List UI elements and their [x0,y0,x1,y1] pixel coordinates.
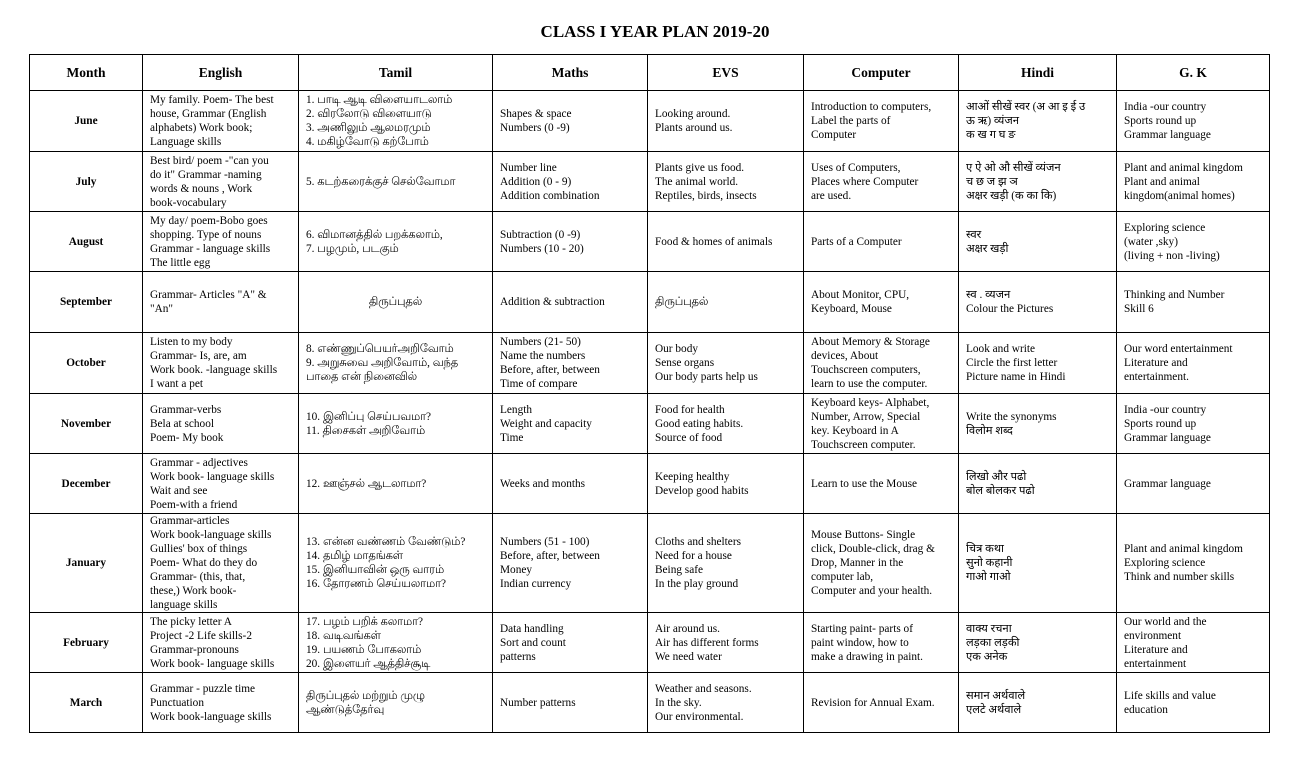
evs-line: Develop good habits [655,484,749,497]
tamil-cell [299,272,493,333]
maths-line: Indian currency [500,578,572,590]
gk-line: India -our country [1124,403,1207,416]
english-line: Best bird/ poem -"can you [150,154,269,167]
hindi-line: एक अनेक [966,650,1008,663]
month-cell: September [30,272,143,333]
gk-line: entertainment [1124,657,1187,670]
year-plan-table [29,54,1270,733]
evs-line: Our environmental. [655,710,744,723]
computer-line: make a drawing in paint. [811,650,923,663]
maths-cell [493,454,648,514]
table-row [30,673,1270,733]
gk-line: (living + non -living) [1124,249,1220,262]
tamil-cell [299,152,493,212]
tamil-line: பாதை என் நினைவில் [306,371,418,383]
gk-line: education [1124,703,1168,716]
hindi-line: विलोम शब्द [966,424,1013,437]
tamil-line: 9. அறுசுவை அறிவோம், வந்த [306,357,459,369]
tamil-line: 13. என்ன வண்ணம் வேண்டும்? [306,536,466,548]
tamil-line: 17. பழம் பறிக் கலாமா? [306,615,424,628]
month-cell: January [30,514,143,613]
gk-line: Exploring science [1124,221,1206,234]
computer-line: Mouse Buttons- Single [811,529,916,541]
evs-cell [648,91,804,152]
gk-line: Sports round up [1124,417,1197,430]
english-line: The picky letter A [150,615,232,628]
evs-cell [648,394,804,454]
computer-line: Touchscreen computer. [811,438,916,451]
gk-line: Literature and [1124,643,1188,656]
tamil-cell [299,613,493,673]
table-row [30,454,1270,514]
english-line: Wait and see [150,484,208,497]
tamil-cell [299,673,493,733]
gk-line: Plant and animal [1124,175,1200,188]
english-line: house, Grammar (English [150,108,267,120]
header-computer: Computer [804,55,959,91]
evs-line: Food for health [655,403,725,416]
maths-line: Number line [500,161,557,174]
english-line: these,) Work book- [150,585,237,597]
english-cell [143,272,299,333]
english-line: Bela at school [150,417,214,430]
hindi-line: Circle the first letter [966,357,1058,369]
maths-cell [493,333,648,394]
gk-line: Life skills and value [1124,689,1216,702]
english-line: Grammar-verbs [150,403,222,416]
hindi-line: स्व . व्यजन [966,289,1011,301]
month-cell: November [30,394,143,454]
maths-line: Weeks and months [500,477,586,490]
gk-line: India -our country [1124,101,1207,113]
computer-line: Revision for Annual Exam. [811,696,935,709]
gk-cell [1117,91,1270,152]
english-line: Grammar - language skills [150,242,271,255]
month-cell: August [30,212,143,272]
maths-line: Addition & subtraction [500,296,605,308]
maths-line: Before, after, between [500,364,600,376]
hindi-line: चित्र कथा [966,543,1004,555]
hindi-line: बोल बोलकर पढो [966,484,1035,497]
english-cell [143,212,299,272]
english-line: Work book- language skills [150,470,275,483]
gk-cell [1117,454,1270,514]
evs-line: திருப்புதல் [655,296,709,308]
computer-cell [804,91,959,152]
month-cell: February [30,613,143,673]
evs-line: Cloths and shelters [655,536,741,548]
plan-body [30,91,1270,733]
gk-cell [1117,673,1270,733]
gk-cell [1117,613,1270,673]
computer-cell [804,454,959,514]
maths-line: Subtraction (0 -9) [500,228,581,241]
computer-line: Parts of a Computer [811,235,902,248]
computer-cell [804,272,959,333]
computer-line: Learn to use the Mouse [811,477,918,490]
gk-line: Our world and the [1124,615,1207,628]
tamil-line: 3. அணிலும் ஆலமரமும் [306,122,431,134]
maths-line: Number patterns [500,696,576,709]
tamil-line: திருப்புதல் மற்றும் முழு [306,689,425,702]
header-tamil: Tamil [299,55,493,91]
gk-line: environment [1124,629,1182,642]
english-cell [143,91,299,152]
maths-line: Length [500,403,532,416]
hindi-line: अक्षर खड़ी (क का कि) [966,189,1057,202]
english-cell [143,333,299,394]
english-line: Gullies' box of things [150,543,248,555]
computer-line: learn to use the computer. [811,378,928,390]
maths-line: Time [500,431,524,444]
evs-cell [648,514,804,613]
tamil-line: 20. இளையர் ஆத்திச்சூடி [306,657,431,670]
page-title: CLASS I YEAR PLAN 2019-20 [540,22,770,41]
computer-cell [804,673,959,733]
hindi-cell [959,454,1117,514]
english-line: Grammar-pronouns [150,643,239,656]
maths-cell [493,152,648,212]
hindi-cell [959,152,1117,212]
hindi-line: गाओ गाओ [966,571,1011,583]
english-cell [143,613,299,673]
hindi-cell [959,272,1117,333]
computer-line: Places where Computer [811,175,919,188]
tamil-cell [299,394,493,454]
english-line: Work book- language skills [150,657,275,670]
evs-line: Weather and seasons. [655,682,752,695]
tamil-cell [299,91,493,152]
evs-cell [648,212,804,272]
english-line: My family. Poem- The best [150,94,274,106]
maths-line: Weight and capacity [500,417,592,430]
computer-line: Starting paint- parts of [811,622,913,635]
gk-cell [1117,212,1270,272]
english-cell [143,394,299,454]
tamil-line: 7. பழமும், படகும் [306,242,399,255]
computer-cell [804,514,959,613]
english-line: Grammar - adjectives [150,456,248,469]
evs-line: Need for a house [655,550,732,562]
table-row [30,272,1270,333]
computer-cell [804,333,959,394]
table-row [30,152,1270,212]
computer-line: Touchscreen computers, [811,364,921,376]
evs-line: Sense organs [655,357,715,369]
maths-cell [493,394,648,454]
computer-line: Computer [811,129,857,141]
table-row [30,91,1270,152]
evs-cell [648,152,804,212]
hindi-line: आओं सीखें स्वर (अ आ इ ई उ [966,101,1086,113]
tamil-line: 14. தமிழ் மாதங்கள் [306,550,404,562]
maths-line: patterns [500,650,536,663]
english-line: My day/ poem-Bobo goes [150,214,268,227]
evs-line: In the play ground [655,578,739,590]
tamil-line: 15. இனியாவின் ஒரு வாரம் [306,564,445,576]
maths-cell [493,212,648,272]
hindi-line: क ख ग घ ङ [966,129,1016,141]
evs-line: Our body parts help us [655,371,758,383]
tamil-line: 8. எண்ணுப்பெயர்அறிவோம் [306,343,454,355]
computer-line: About Monitor, CPU, [811,289,910,301]
month-cell: July [30,152,143,212]
gk-cell [1117,272,1270,333]
computer-line: key. Keyboard in A [811,424,899,437]
hindi-line: ए ऐ ओ औ सीखें व्यंजन [966,161,1061,174]
hindi-cell [959,394,1117,454]
evs-line: Good eating habits. [655,417,744,430]
maths-cell [493,514,648,613]
evs-line: Reptiles, birds, insects [655,189,757,202]
gk-line: Sports round up [1124,115,1197,127]
tamil-line: 2. விரலோடு விளையாடு [306,108,432,120]
tamil-line: 6. விமானத்தில் பறக்கலாம், [306,228,443,241]
hindi-cell [959,613,1117,673]
maths-line: Money [500,564,533,576]
english-line: Grammar- (this, that, [150,571,246,583]
header-evs: EVS [648,55,804,91]
month-cell: March [30,673,143,733]
computer-line: Keyboard, Mouse [811,303,892,315]
evs-line: Plants around us. [655,122,733,134]
computer-cell [804,613,959,673]
maths-cell [493,272,648,333]
header-gk: G. K [1117,55,1270,91]
gk-line: Grammar language [1124,477,1211,490]
hindi-line: वाक्य रचना [966,622,1012,635]
english-line: Work book-language skills [150,529,272,541]
tamil-line: 19. பயணம் போகலாம் [306,643,422,656]
english-line: Grammar- Is, are, am [150,350,247,362]
english-line: Poem- My book [150,431,224,444]
computer-line: Label the parts of [811,115,891,127]
header-month: Month [30,55,143,91]
evs-line: The animal world. [655,175,739,188]
header-maths: Maths [493,55,648,91]
hindi-line: समान अर्थवाले [966,689,1026,702]
gk-cell [1117,514,1270,613]
tamil-cell [299,333,493,394]
hindi-line: Picture name in Hindi [966,371,1066,383]
table-row [30,212,1270,272]
tamil-line: 4. மகிழ்வோடு கற்போம் [306,136,429,148]
english-line: Work book. -language skills [150,364,278,376]
computer-cell [804,212,959,272]
english-line: shopping. Type of nouns [150,228,262,241]
computer-line: are used. [811,189,852,202]
hindi-cell [959,673,1117,733]
gk-line: Grammar language [1124,431,1211,444]
evs-line: Our body [655,343,698,355]
computer-line: devices, About [811,350,879,362]
hindi-line: Write the synonyms [966,410,1057,423]
gk-cell [1117,152,1270,212]
computer-line: Number, Arrow, Special [811,410,921,423]
hindi-line: सुनो कहानी [966,557,1013,569]
maths-cell [493,613,648,673]
hindi-line: अक्षर खड़ी [966,242,1009,255]
computer-line: computer lab, [811,571,874,583]
table-row [30,514,1270,613]
computer-line: Computer and your health. [811,585,933,597]
hindi-line: एलटे अर्थवाले [966,703,1022,716]
computer-cell [804,152,959,212]
gk-line: Grammar language [1124,129,1211,141]
evs-cell [648,454,804,514]
evs-cell [648,673,804,733]
maths-line: Time of compare [500,378,578,390]
english-cell [143,454,299,514]
gk-line: Our word entertainment [1124,343,1233,355]
tamil-cell [299,212,493,272]
header-hindi: Hindi [959,55,1117,91]
english-line: I want a pet [150,378,204,390]
english-line: Grammar-articles [150,515,230,527]
english-line: Project -2 Life skills-2 [150,629,252,642]
evs-line: Air around us. [655,622,720,635]
hindi-line: लड़का लड़की [966,636,1020,649]
maths-line: Before, after, between [500,550,600,562]
english-line: language skills [150,599,218,611]
header-english: English [143,55,299,91]
computer-line: Drop, Manner in the [811,557,904,569]
gk-line: kingdom(animal homes) [1124,189,1235,202]
table-row [30,394,1270,454]
tamil-line: 5. கடற்கரைக்குச் செல்வோமா [306,175,456,188]
english-line: book-vocabulary [150,196,227,209]
hindi-cell [959,333,1117,394]
maths-line: Sort and count [500,636,566,649]
gk-line: entertainment. [1124,371,1189,383]
english-cell [143,673,299,733]
hindi-line: Colour the Pictures [966,303,1054,315]
english-line: Punctuation [150,696,204,709]
english-line: words & nouns , Work [150,182,253,195]
evs-line: Keeping healthy [655,470,730,483]
gk-line: Think and number skills [1124,571,1235,583]
english-line: Poem-with a friend [150,498,238,511]
maths-cell [493,673,648,733]
header-row [30,55,1270,91]
tamil-cell [299,514,493,613]
hindi-line: Look and write [966,343,1036,355]
english-line: Grammar - puzzle time [150,682,256,695]
maths-line: Numbers (0 -9) [500,122,570,134]
english-line: Work book-language skills [150,710,272,723]
gk-line: Thinking and Number [1124,289,1225,301]
maths-line: Name the numbers [500,350,586,362]
maths-line: Numbers (21- 50) [500,336,581,348]
computer-cell [804,394,959,454]
english-cell [143,152,299,212]
gk-cell [1117,333,1270,394]
hindi-line: लिखो और पढो [966,470,1027,483]
computer-line: Uses of Computers, [811,161,901,174]
evs-line: Source of food [655,431,723,444]
maths-line: Addition (0 - 9) [500,175,572,188]
gk-line: Plant and animal kingdom [1124,161,1243,174]
maths-cell [493,91,648,152]
evs-line: Being safe [655,564,703,576]
computer-line: paint window, how to [811,636,909,649]
hindi-cell [959,91,1117,152]
hindi-line: च छ ज झ ञ [966,175,1018,188]
hindi-line: ऊ ऋ) व्यंजन [966,115,1019,127]
english-line: do it" Grammar -naming [150,168,262,181]
evs-line: In the sky. [655,696,702,709]
english-line: "An" [150,303,174,315]
gk-line: Skill 6 [1124,303,1154,315]
maths-line: Addition combination [500,189,600,202]
evs-line: Air has different forms [655,636,759,649]
gk-line: Literature and [1124,357,1188,369]
table-row [30,333,1270,394]
computer-line: click, Double-click, drag & [811,543,935,555]
table-row [30,613,1270,673]
computer-line: Keyboard keys- Alphabet, [811,396,930,409]
evs-line: Looking around. [655,108,731,120]
english-line: Grammar- Articles "A" & [150,289,267,301]
english-line: The little egg [150,256,211,269]
maths-line: Numbers (51 - 100) [500,536,590,548]
evs-line: Food & homes of animals [655,235,773,248]
tamil-line: 11. திசைகள் அறிவோம் [306,424,426,437]
tamil-line: திருப்புதல் [368,296,423,308]
english-line: Language skills [150,136,222,148]
evs-line: We need water [655,650,722,663]
gk-line: Plant and animal kingdom [1124,543,1243,555]
evs-cell [648,272,804,333]
computer-line: About Memory & Storage [811,336,930,348]
month-cell: December [30,454,143,514]
evs-cell [648,613,804,673]
evs-cell [648,333,804,394]
tamil-line: 12. ஊஞ்சல் ஆடலாமா? [306,477,427,490]
gk-line: (water ,sky) [1124,235,1178,248]
tamil-line: 18. வடிவங்கள் [306,629,381,642]
maths-line: Data handling [500,622,564,635]
tamil-line: 16. தோரணம் செய்யலாமா? [306,578,447,590]
tamil-line: 10. இனிப்பு செய்பவமா? [306,410,432,423]
computer-line: Introduction to computers, [811,101,932,113]
tamil-line: 1. பாடி ஆடி விளையாடலாம் [306,94,453,106]
tamil-cell [299,454,493,514]
english-cell [143,514,299,613]
month-cell: June [30,91,143,152]
english-line: Poem- What do they do [150,557,258,569]
gk-line: Exploring science [1124,557,1206,569]
tamil-line: ஆண்டுத்தேர்வு [306,703,385,716]
english-line: Listen to my body [150,336,233,348]
hindi-line: स्वर [966,228,982,241]
hindi-cell [959,514,1117,613]
maths-line: Numbers (10 - 20) [500,242,584,255]
gk-cell [1117,394,1270,454]
month-cell: October [30,333,143,394]
maths-line: Shapes & space [500,108,572,120]
english-line: alphabets) Work book; [150,122,253,134]
evs-line: Plants give us food. [655,161,745,174]
hindi-cell [959,212,1117,272]
